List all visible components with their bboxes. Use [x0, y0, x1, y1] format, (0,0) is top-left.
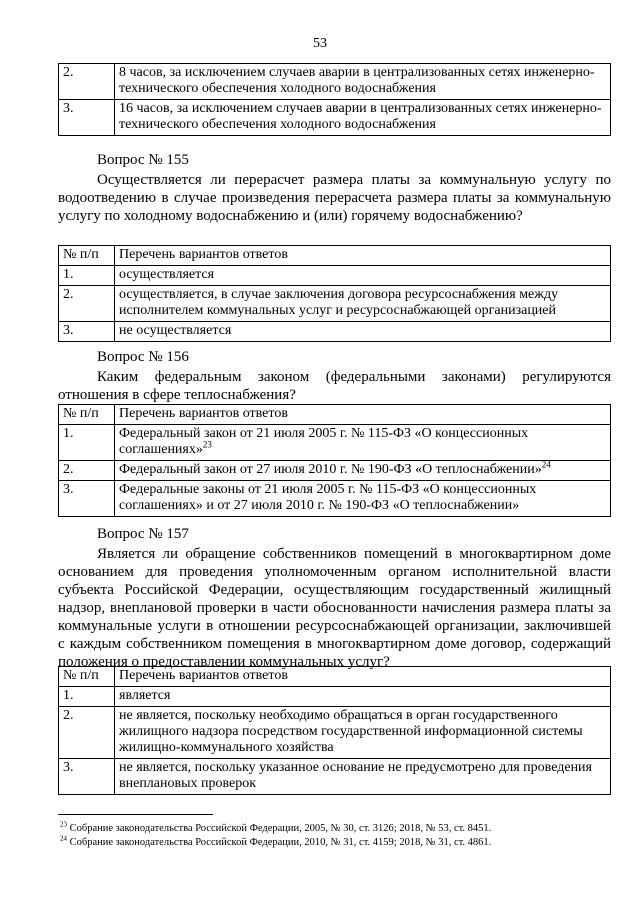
row-text: осуществляется, в случае заключения договора ресурсоснабжения между исполнителем коммунальных услуг и ресурсоснабжающей организацией	[115, 286, 611, 322]
header-number: № п/п	[59, 667, 115, 687]
table-header-row	[59, 405, 611, 425]
table-row	[59, 286, 611, 322]
question-155-text: Осуществляется ли перерасчет размера платы за коммунальную услугу по водоотведению в случае произведения перерасчета размера платы за коммунальную услугу по холодному водоснабжению и (или) горячему водоснабжению?	[58, 172, 611, 224]
footnote-mark: 24	[60, 834, 67, 843]
row-number: 3.	[59, 759, 115, 795]
row-number: 1.	[59, 425, 115, 461]
row-text	[115, 425, 611, 461]
table-row	[59, 687, 611, 707]
footnote-23	[60, 822, 491, 835]
table-header-row	[59, 246, 611, 266]
question-156-text: Каким федеральным законом (федеральными законами) регулируются отношения в сфере теплоснабжения?	[58, 369, 611, 403]
row-text: не осуществляется	[115, 322, 611, 342]
header-number: № п/п	[59, 246, 115, 266]
question-155-title: Вопрос № 155	[97, 152, 189, 168]
row-text: осуществляется	[115, 266, 611, 286]
row-number: 2.	[59, 286, 115, 322]
row-text: является	[115, 687, 611, 707]
footnote-text: Собрание законодательства Российской Федерации, 2005, № 30, ст. 3126; 2018, № 53, ст. 8451.	[67, 823, 492, 834]
table-row	[59, 322, 611, 342]
header-text: Перечень вариантов ответов	[115, 246, 611, 266]
row-number: 2.	[59, 64, 115, 100]
row-number: 1.	[59, 266, 115, 286]
row-text-body: Федеральный закон от 21 июля 2005 г. № 115-ФЗ «О концессионных соглашениях»	[119, 426, 529, 457]
row-text	[115, 461, 611, 481]
row-text: 8 часов, за исключением случаев аварии в централизованных сетях инженерно-технического обеспечения холодного водоснабжения	[115, 64, 611, 100]
row-number: 2.	[59, 707, 115, 759]
table-row	[59, 266, 611, 286]
table-row	[59, 100, 611, 136]
footnote-ref-24: 24	[541, 459, 551, 470]
footnote-divider	[58, 814, 213, 815]
table-header-row	[59, 667, 611, 687]
row-number: 3.	[59, 481, 115, 517]
header-text: Перечень вариантов ответов	[115, 405, 611, 425]
table-row	[59, 425, 611, 461]
table-row	[59, 707, 611, 759]
table-row	[59, 759, 611, 795]
table-row	[59, 461, 611, 481]
question-157-title: Вопрос № 157	[97, 526, 189, 542]
answers-table-155	[58, 245, 611, 342]
row-number: 3.	[59, 100, 115, 136]
footnote-text: Собрание законодательства Российской Федерации, 2010, № 31, ст. 4159; 2018, № 31, ст. 4861.	[67, 837, 492, 848]
answers-table-continued	[58, 63, 611, 136]
row-number: 3.	[59, 322, 115, 342]
question-157-text: Является ли обращение собственников помещений в многоквартирном доме основанием для проведения уполномоченным органом исполнительной власти субъекта Российской Федерации, осуществляющим государственный жилищный надзор, внеплановой проверки в части обоснованности начисления размера платы за коммунальные услуги в отношении ресурсоснабжающей организации, заключившей с каждым собственником помещения в многоквартирном доме договор, содержащий положения о предоставлении коммунальных услуг?	[58, 546, 611, 670]
answers-table-156	[58, 404, 611, 517]
table-row	[59, 64, 611, 100]
table-row	[59, 481, 611, 517]
footnote-ref-23: 23	[202, 439, 212, 450]
footnote-24	[60, 836, 491, 849]
row-text: Федеральные законы от 21 июля 2005 г. № 115-ФЗ «О концессионных соглашениях» и от 27 июля 2010 г. № 190-ФЗ «О теплоснабжении»	[115, 481, 611, 517]
row-text: не является, поскольку указанное основание не предусмотрено для проведения внеплановых проверок	[115, 759, 611, 795]
row-number: 1.	[59, 687, 115, 707]
question-156-title: Вопрос № 156	[97, 349, 189, 365]
row-text: 16 часов, за исключением случаев аварии в централизованных сетях инженерно-технического обеспечения холодного водоснабжения	[115, 100, 611, 136]
answers-table-157	[58, 666, 611, 795]
row-number: 2.	[59, 461, 115, 481]
row-text: не является, поскольку необходимо обращаться в орган государственного жилищного надзора посредством государственной информационной системы жилищно-коммунального хозяйства	[115, 707, 611, 759]
row-text-body: Федеральный закон от 27 июля 2010 г. № 190-ФЗ «О теплоснабжении»	[119, 462, 542, 477]
header-text: Перечень вариантов ответов	[115, 667, 611, 687]
page-number: 53	[313, 36, 327, 51]
header-number: № п/п	[59, 405, 115, 425]
footnote-mark: 23	[60, 820, 67, 829]
